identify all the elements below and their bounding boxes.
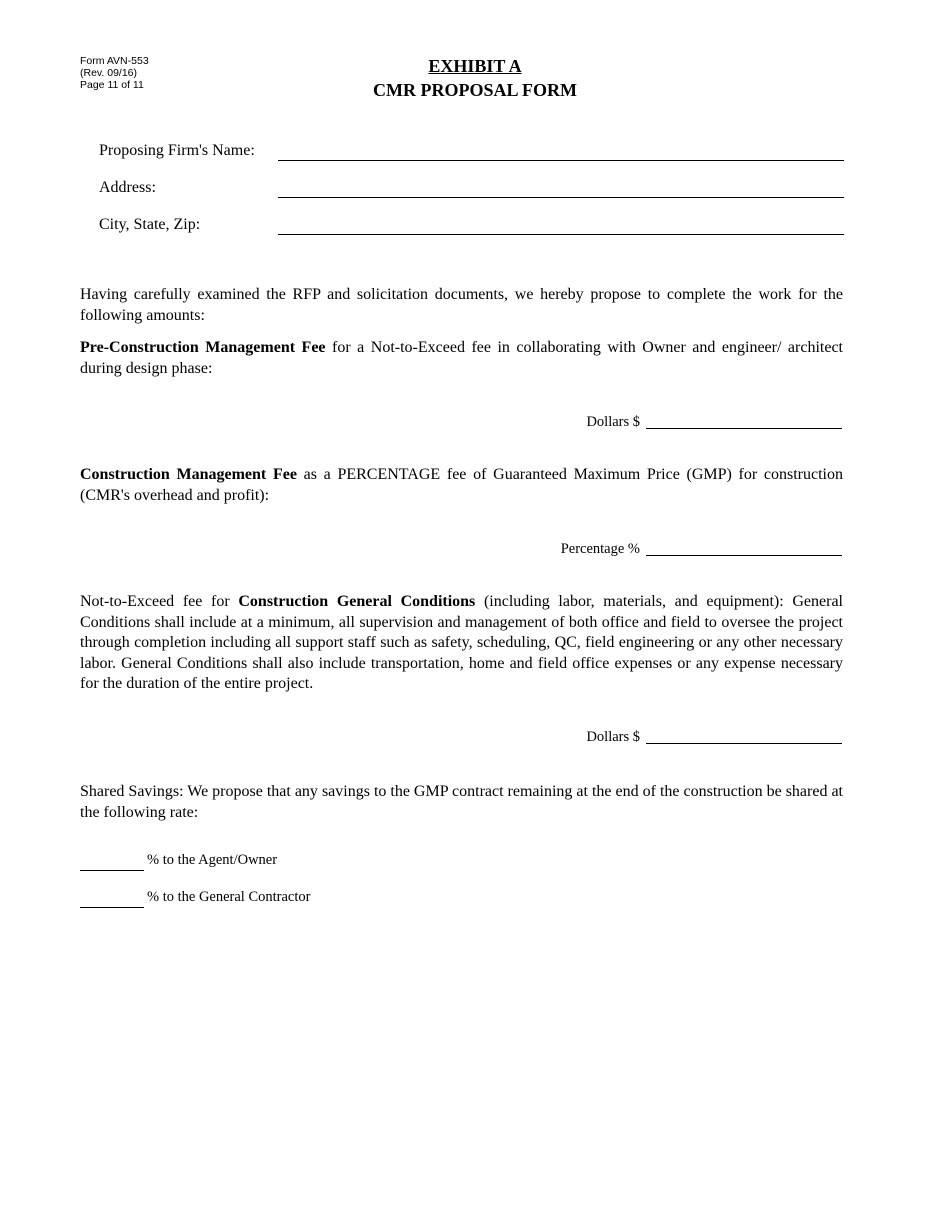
contractor-share-field[interactable] — [80, 907, 144, 908]
owner-share-field[interactable] — [80, 870, 144, 871]
form-revision: (Rev. 09/16) — [80, 67, 137, 79]
form-title: CMR PROPOSAL FORM — [373, 80, 577, 100]
preconstruction-amount-field[interactable] — [646, 428, 842, 429]
form-number: Form AVN-553 — [80, 55, 149, 67]
contractor-share-row — [80, 889, 310, 906]
preconstruction-paragraph — [80, 338, 843, 379]
preconstruction-amount — [586, 414, 842, 431]
general-conditions-amount — [586, 729, 842, 746]
owner-share-row — [80, 852, 277, 869]
city-state-zip-label: City, State, Zip: — [99, 216, 201, 233]
intro-paragraph: Having carefully examined the RFP and solicitation documents, we hereby propose to complete the work for the following amounts: — [80, 286, 843, 324]
preconstruction-text: for a Not-to-Exceed fee in collaborating with Owner and engineer/ architect during design phase: — [80, 339, 843, 377]
firm-name-label: Proposing Firm's Name: — [99, 142, 255, 159]
general-conditions-amount-label: Dollars $ — [586, 729, 640, 745]
general-conditions-amount-field[interactable] — [646, 743, 842, 744]
construction-mgmt-heading: Construction Management Fee — [80, 466, 297, 483]
exhibit-title: EXHIBIT A — [428, 56, 522, 76]
construction-mgmt-paragraph — [80, 465, 843, 506]
owner-share-label: % to the Agent/Owner — [147, 852, 278, 868]
firm-name-field[interactable] — [278, 160, 844, 161]
preconstruction-heading: Pre-Construction Management Fee — [80, 339, 326, 356]
general-conditions-text: (including labor, materials, and equipment): General Conditions shall include at a minimum, all supervision and management of both office and field to oversee the project through completion including all support staff such as safety, scheduling, QC, field engineering or any other necessary labor. General Conditions shall also include transportation, home and field office expenses or any expense necessary for the duration of the entire project. — [80, 593, 843, 692]
general-conditions-prefix: Not-to-Exceed fee for — [80, 593, 239, 610]
construction-mgmt-amount-label: Percentage % — [560, 541, 640, 557]
contractor-share-label: % to the General Contractor — [147, 889, 311, 905]
city-state-zip-field[interactable] — [278, 234, 844, 235]
address-label: Address: — [99, 179, 156, 196]
shared-savings-paragraph: Shared Savings: We propose that any savings to the GMP contract remaining at the end of the construction be shared at the following rate: — [80, 783, 843, 821]
construction-mgmt-text: as a PERCENTAGE fee of Guaranteed Maximum Price (GMP) for construction (CMR's overhead and profit): — [80, 466, 843, 504]
page-number: Page 11 of 11 — [80, 79, 144, 91]
construction-mgmt-percentage-field[interactable] — [646, 555, 842, 556]
preconstruction-amount-label: Dollars $ — [586, 414, 640, 430]
general-conditions-paragraph — [80, 592, 843, 695]
general-conditions-heading: Construction General Conditions — [238, 593, 476, 610]
address-field[interactable] — [278, 197, 844, 198]
construction-mgmt-amount — [561, 541, 842, 558]
